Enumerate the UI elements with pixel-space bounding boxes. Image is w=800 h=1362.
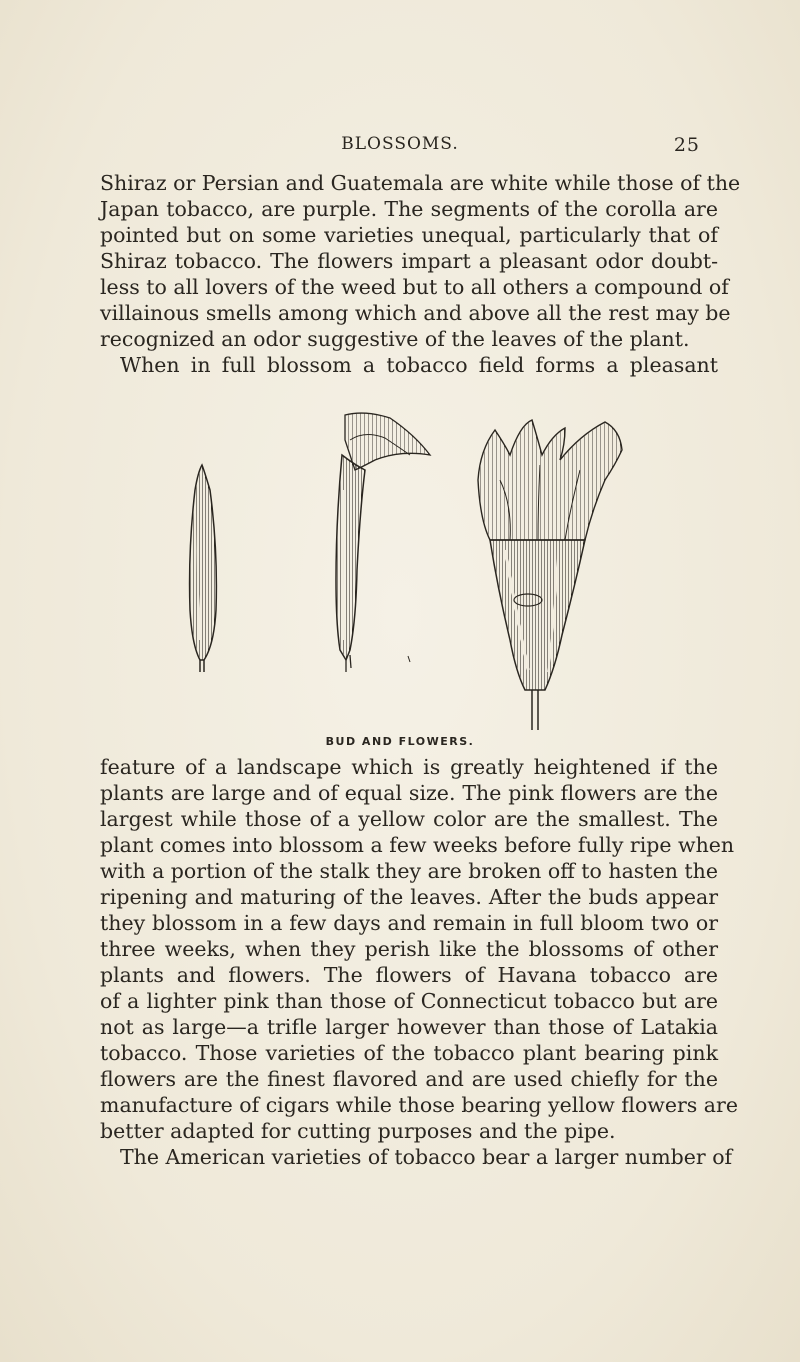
text-line: The American varieties of tobacco bear a larger number of — [120, 1145, 733, 1169]
text-line: with a portion of the stalk they are broken off to hasten the — [100, 859, 718, 883]
half-open-flower-drawing — [336, 413, 430, 672]
paragraph-2 — [100, 754, 738, 1170]
text-line: pointed but on some varieties unequal, particularly that of — [100, 223, 718, 247]
text-line: largest while those of a yellow color are the smallest. The — [100, 807, 718, 831]
running-title: BLOSSOMS. — [341, 134, 459, 154]
text-line: they blossom in a few days and remain in full bloom two or — [100, 911, 718, 935]
text-line: ripening and maturing of the leaves. After the buds appear — [100, 885, 718, 909]
text-line: When in full blossom a tobacco field forms a pleasant — [120, 353, 718, 377]
text-line: less to all lovers of the weed but to all others a compound of — [100, 275, 729, 299]
text-line: feature of a landscape which is greatly heightened if the — [100, 755, 718, 779]
bud-drawing — [190, 465, 217, 672]
paragraph-1 — [100, 170, 741, 378]
figure-caption: BUD AND FLOWERS. — [325, 735, 475, 748]
text-line: three weeks, when they perish like the blossoms of other — [100, 937, 718, 961]
page-number: 25 — [673, 134, 700, 156]
text-line: flowers are the finest flavored and are used chiefly for the — [100, 1067, 718, 1091]
text-line: plant comes into blossom a few weeks before fully ripe when — [100, 833, 735, 857]
text-line: not as large—a trifle larger however than those of Latakia — [100, 1015, 718, 1039]
text-line: manufacture of cigars while those bearing yellow flowers are — [100, 1093, 738, 1117]
text-line: recognized an odor suggestive of the leaves of the plant. — [100, 327, 690, 351]
text-line: Shiraz or Persian and Guatemala are white while those of the — [100, 171, 741, 195]
text-line: plants are large and of equal size. The pink flowers are the — [100, 781, 718, 805]
tobacco-bud-and-flowers-engraving-icon — [160, 410, 650, 730]
text-line: Japan tobacco, are purple. The segments of the corolla are — [100, 197, 718, 221]
text-line: better adapted for cutting purposes and the pipe. — [100, 1119, 616, 1143]
text-line: tobacco. Those varieties of the tobacco plant bearing pink — [100, 1041, 718, 1065]
text-line: Shiraz tobacco. The flowers impart a pleasant odor doubt- — [100, 249, 718, 273]
open-flower-drawing — [478, 420, 622, 730]
bud-and-flowers-figure — [160, 410, 650, 730]
text-line: of a lighter pink than those of Connecticut tobacco but are — [100, 989, 718, 1013]
running-head — [100, 134, 700, 158]
text-line: villainous smells among which and above all the rest may be — [100, 301, 731, 325]
text-line: plants and flowers. The flowers of Havana tobacco are — [100, 963, 718, 987]
